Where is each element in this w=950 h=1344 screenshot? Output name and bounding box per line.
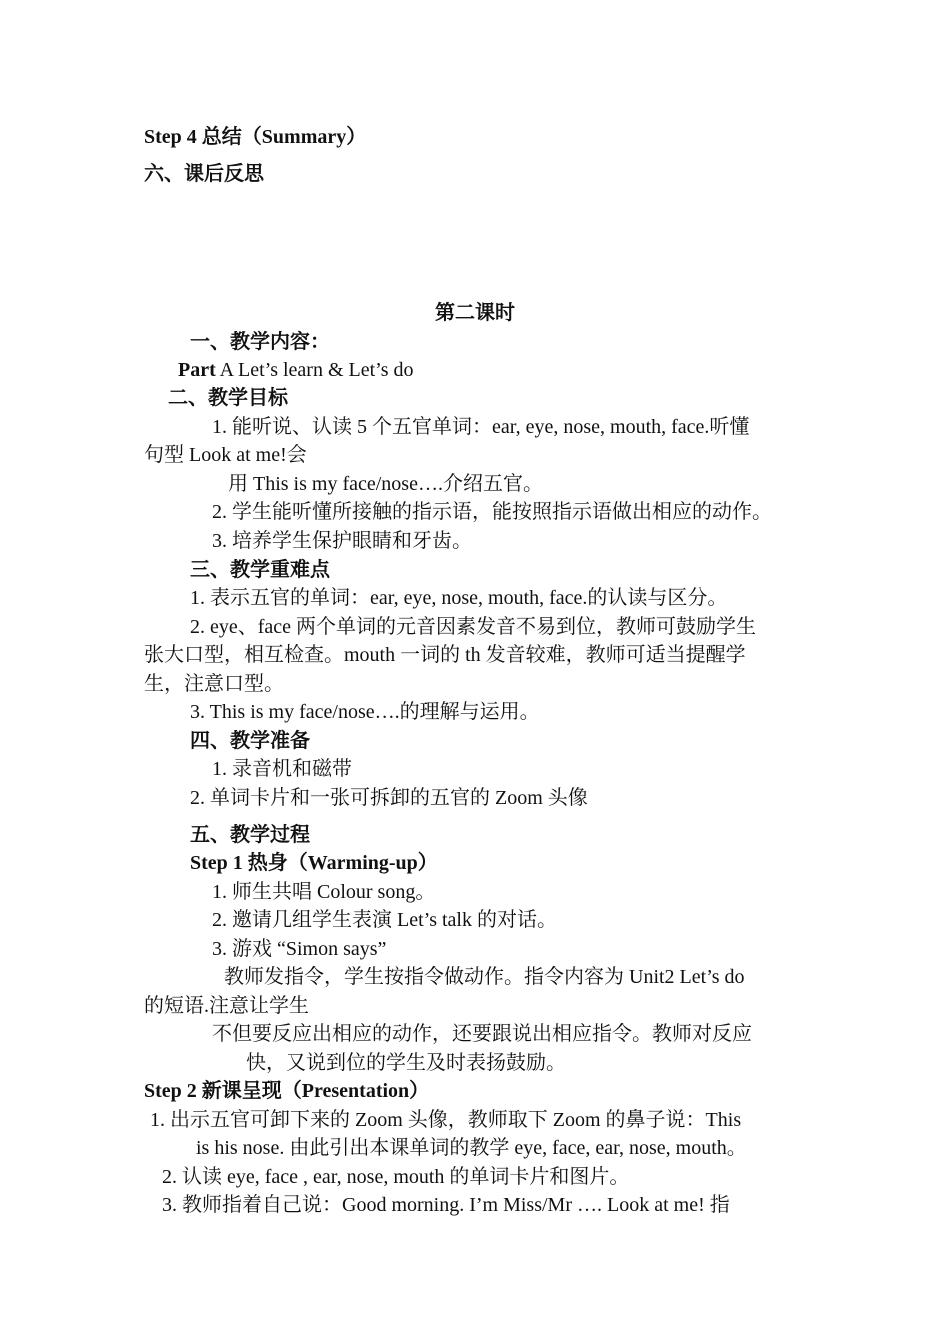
goal-2: 2. 学生能听懂所接触的指示语，能按照指示语做出相应的动作。 <box>212 501 772 523</box>
step1-heading: Step 1 热身（Warming-up） <box>190 852 438 874</box>
part-line <box>178 357 414 383</box>
goal-1-line-3: 用 This is my face/nose….介绍五官。 <box>228 473 543 495</box>
step4-summary-heading: Step 4 总结（Summary） <box>144 126 367 148</box>
part-label: Part <box>178 359 216 381</box>
preparation-1: 1. 录音机和磁带 <box>212 758 352 780</box>
content-heading: 一、教学内容： <box>190 331 330 353</box>
step1-desc-line-3: 不但要反应出相应的动作，还要跟说出相应指令。教师对反应 <box>212 1023 752 1045</box>
key-point-1: 1. 表示五官的单词：ear, eye, nose, mouth, face.的认读与区分。 <box>190 587 728 609</box>
key-point-2-line-2: 张大口型，相互检查。mouth 一词的 th 发音较难，教师可适当提醒学 <box>144 644 746 666</box>
goal-1-line-2: 句型 Look at me!会 <box>144 444 307 466</box>
step2-item-3: 3. 教师指着自己说：Good morning. I’m Miss/Mr …. Look at me! 指 <box>162 1194 730 1216</box>
process-heading: 五、教学过程 <box>190 824 310 846</box>
step2-heading: Step 2 新课呈现（Presentation） <box>144 1080 430 1102</box>
step1-desc-line-2: 的短语.注意让学生 <box>144 995 309 1017</box>
reflection-heading: 六、课后反思 <box>144 163 264 185</box>
step1-desc-line-4: 快，又说到位的学生及时表扬鼓励。 <box>246 1052 566 1074</box>
step1-item-2: 2. 邀请几组学生表演 Let’s talk 的对话。 <box>212 909 557 931</box>
goals-heading: 二、教学目标 <box>168 387 288 409</box>
key-points-heading: 三、教学重难点 <box>190 559 330 581</box>
step2-item-1-line-2: is his nose. 由此引出本课单词的教学 eye, face, ear, nose, mouth。 <box>196 1137 747 1159</box>
goal-1-line-1: 1. 能听说、认读 5 个五官单词：ear, eye, nose, mouth, face.听懂 <box>212 416 750 438</box>
key-point-2-line-3: 生，注意口型。 <box>144 673 284 695</box>
part-text: A Let’s learn & Let’s do <box>215 359 414 381</box>
step2-item-1-line-1: 1. 出示五官可卸下来的 Zoom 头像，教师取下 Zoom 的鼻子说：This <box>150 1109 742 1131</box>
key-point-2-line-1: 2. eye、face 两个单词的元音因素发音不易到位，教师可鼓励学生 <box>190 616 757 638</box>
step2-item-2: 2. 认读 eye, face , ear, nose, mouth 的单词卡片和图片。 <box>162 1166 630 1188</box>
goal-3: 3. 培养学生保护眼睛和牙齿。 <box>212 530 472 552</box>
preparation-heading: 四、教学准备 <box>190 730 310 752</box>
step1-item-1: 1. 师生共唱 Colour song。 <box>212 881 436 903</box>
step1-desc-line-1: 教师发指令，学生按指令做动作。指令内容为 Unit2 Let’s do <box>224 966 745 988</box>
lesson-title: 第二课时 <box>435 302 515 324</box>
key-point-3: 3. This is my face/nose….的理解与运用。 <box>190 701 540 723</box>
preparation-2: 2. 单词卡片和一张可拆卸的五官的 Zoom 头像 <box>190 787 588 809</box>
step1-item-3: 3. 游戏 “Simon says” <box>212 938 387 960</box>
